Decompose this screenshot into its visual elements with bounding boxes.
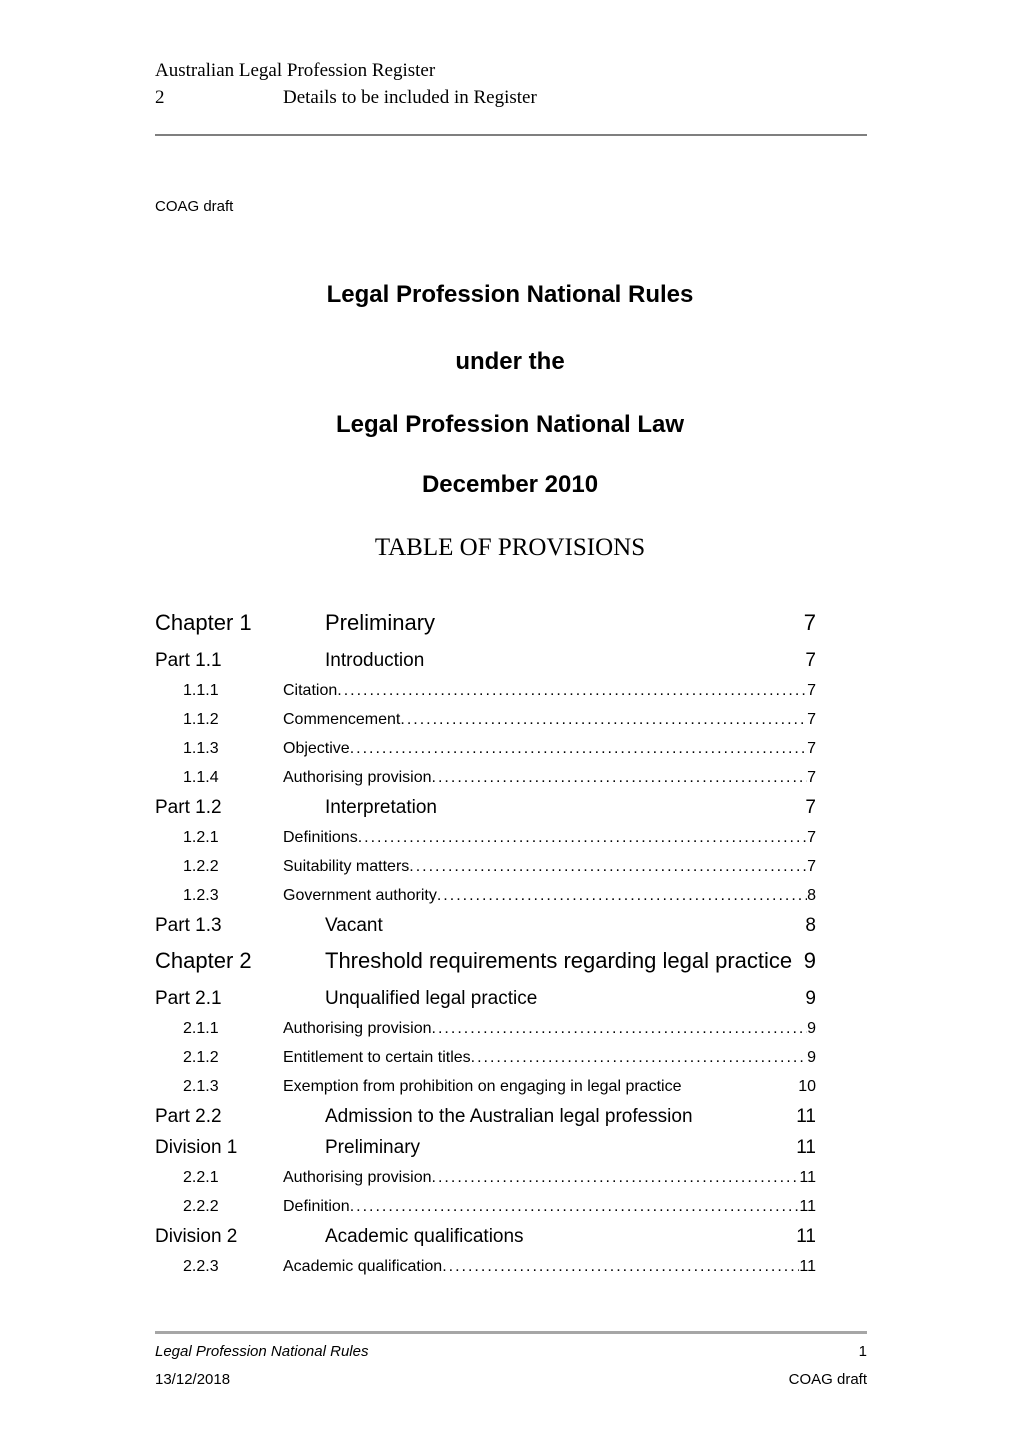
toc-entry-title: Preliminary <box>325 1137 421 1158</box>
toc-dots-leader <box>442 1252 799 1281</box>
toc-entry-label: 1.1.4 <box>183 769 219 786</box>
toc-page-number: 7 <box>807 829 816 846</box>
toc-page-number: 11 <box>799 1258 816 1275</box>
toc-entry-label: 2.2.1 <box>183 1169 219 1186</box>
toc-entry-title: Suitability matters <box>283 858 410 875</box>
toc-page-number: 7 <box>807 682 816 699</box>
toc-page-number: 11 <box>796 1226 816 1247</box>
toc-row <box>155 1072 816 1101</box>
footer-divider <box>155 1331 867 1334</box>
toc-dots-leader <box>350 734 807 763</box>
toc-row <box>155 705 816 734</box>
toc-page-number: 9 <box>807 1020 816 1037</box>
toc-page-number: 11 <box>796 1106 816 1127</box>
toc-entry-label: Division 1 <box>155 1137 238 1158</box>
toc-row <box>155 606 816 640</box>
toc-entry-title: Academic qualifications <box>325 1226 524 1247</box>
toc-row <box>155 1043 816 1072</box>
toc-entry-title: Academic qualification <box>283 1258 443 1275</box>
toc-entry-label: 2.1.2 <box>183 1049 219 1066</box>
toc-page-number: 7 <box>807 740 816 757</box>
page-footer <box>155 1338 867 1394</box>
toc-dots-leader <box>350 1192 800 1221</box>
toc-entry-label: 2.1.1 <box>183 1020 219 1037</box>
toc-row <box>155 1192 816 1221</box>
footer-page-number: 1 <box>858 1343 867 1360</box>
toc-row <box>155 910 816 941</box>
toc-entry-title: Threshold requirements regarding legal practice <box>325 948 793 973</box>
toc-row <box>155 1014 816 1043</box>
table-of-provisions <box>155 603 816 1281</box>
toc-entry-title: Citation <box>283 682 338 699</box>
header-section-line <box>155 84 867 111</box>
toc-dots-leader <box>437 881 807 910</box>
toc-row <box>155 1163 816 1192</box>
toc-entry-label: Part 2.1 <box>155 988 222 1009</box>
toc-entry-label: Part 1.2 <box>155 797 222 818</box>
footer-draft-label: COAG draft <box>788 1371 867 1388</box>
toc-row <box>155 1132 816 1163</box>
toc-page-number: 11 <box>799 1169 816 1186</box>
toc-entry-label: 1.1.2 <box>183 711 219 728</box>
doc-title-date: December 2010 <box>421 471 599 498</box>
doc-title-connector: under the <box>455 348 565 375</box>
toc-entry-label: 1.1.1 <box>183 682 219 699</box>
toc-page-number: 11 <box>799 1198 816 1215</box>
header-section-number: 2 <box>155 87 165 108</box>
toc-entry-title: Vacant <box>325 915 383 936</box>
toc-entry-label: 2.2.3 <box>183 1258 219 1275</box>
doc-title-main: Legal Profession National Rules <box>326 281 694 308</box>
toc-page-number: 8 <box>807 887 816 904</box>
toc-entry-label: Part 2.2 <box>155 1106 222 1127</box>
toc-row <box>155 734 816 763</box>
toc-row <box>155 645 816 676</box>
toc-entry-title: Entitlement to certain titles <box>283 1049 471 1066</box>
toc-entry-label: Part 1.3 <box>155 915 222 936</box>
toc-dots-leader <box>432 763 808 792</box>
toc-entry-title: Interpretation <box>325 797 437 818</box>
toc-entry-title: Government authority <box>283 887 437 904</box>
header-doc-title: Australian Legal Profession Register <box>155 60 436 81</box>
toc-row <box>155 1252 816 1281</box>
footer-doc-title: Legal Profession National Rules <box>155 1343 369 1360</box>
toc-row <box>155 792 816 823</box>
toc-page-number: 9 <box>807 1049 816 1066</box>
toc-dots-leader <box>400 705 807 734</box>
toc-page-number: 10 <box>798 1078 816 1095</box>
toc-entry-label: 2.1.3 <box>183 1078 219 1095</box>
draft-label: COAG draft <box>155 198 234 215</box>
toc-entry-title: Authorising provision <box>283 1169 432 1186</box>
footer-date: 13/12/2018 <box>155 1371 231 1388</box>
toc-entry-title: Exemption from prohibition on engaging in legal practice <box>283 1078 682 1095</box>
doc-title-law: Legal Profession National Law <box>335 411 685 438</box>
toc-row <box>155 944 816 978</box>
toc-entry-title: Commencement <box>283 711 401 728</box>
toc-dots-leader <box>358 823 807 852</box>
toc-entry-label: Part 1.1 <box>155 650 222 671</box>
page-header <box>155 57 867 111</box>
toc-entry-title: Admission to the Australian legal profession <box>325 1106 693 1127</box>
toc-page-number: 11 <box>796 1137 816 1158</box>
toc-entry-label: 1.2.1 <box>183 829 219 846</box>
toc-heading: TABLE OF PROVISIONS <box>374 534 646 561</box>
toc-entry-label: 1.1.3 <box>183 740 219 757</box>
toc-dots-leader <box>471 1043 807 1072</box>
toc-page-number: 7 <box>805 650 816 671</box>
toc-entry-title: Authorising provision <box>283 769 432 786</box>
toc-dots-leader <box>432 1163 800 1192</box>
toc-row <box>155 1101 816 1132</box>
toc-row <box>155 676 816 705</box>
toc-entry-title: Definitions <box>283 829 358 846</box>
toc-page-number: 7 <box>807 769 816 786</box>
toc-entry-title: Objective <box>283 740 350 757</box>
toc-page-number: 7 <box>803 610 816 635</box>
toc-page-number: 8 <box>805 915 816 936</box>
toc-row <box>155 763 816 792</box>
toc-entry-title: Preliminary <box>325 610 436 635</box>
toc-row <box>155 852 816 881</box>
toc-entry-title: Definition <box>283 1198 350 1215</box>
toc-row <box>155 881 816 910</box>
toc-entry-label: 1.2.3 <box>183 887 219 904</box>
toc-entry-label: Chapter 1 <box>155 610 252 635</box>
toc-page-number: 9 <box>803 948 816 973</box>
toc-dots-leader <box>409 852 807 881</box>
toc-entry-label: 1.2.2 <box>183 858 219 875</box>
toc-entry-label: Chapter 2 <box>155 948 252 973</box>
toc-entry-label: 2.2.2 <box>183 1198 219 1215</box>
toc-row <box>155 983 816 1014</box>
toc-entry-label: Division 2 <box>155 1226 238 1247</box>
toc-entry-title: Introduction <box>325 650 425 671</box>
header-divider <box>155 134 867 136</box>
header-section-title: Details to be included in Register <box>283 87 537 108</box>
toc-row <box>155 1221 816 1252</box>
toc-page-number: 9 <box>805 988 816 1009</box>
toc-page-number: 7 <box>807 858 816 875</box>
toc-entry-title: Unqualified legal practice <box>325 988 538 1009</box>
toc-page-number: 7 <box>805 797 816 818</box>
toc-dots-leader <box>337 676 807 705</box>
toc-row <box>155 823 816 852</box>
toc-entry-title: Authorising provision <box>283 1020 432 1037</box>
toc-page-number: 7 <box>807 711 816 728</box>
toc-dots-leader <box>432 1014 808 1043</box>
